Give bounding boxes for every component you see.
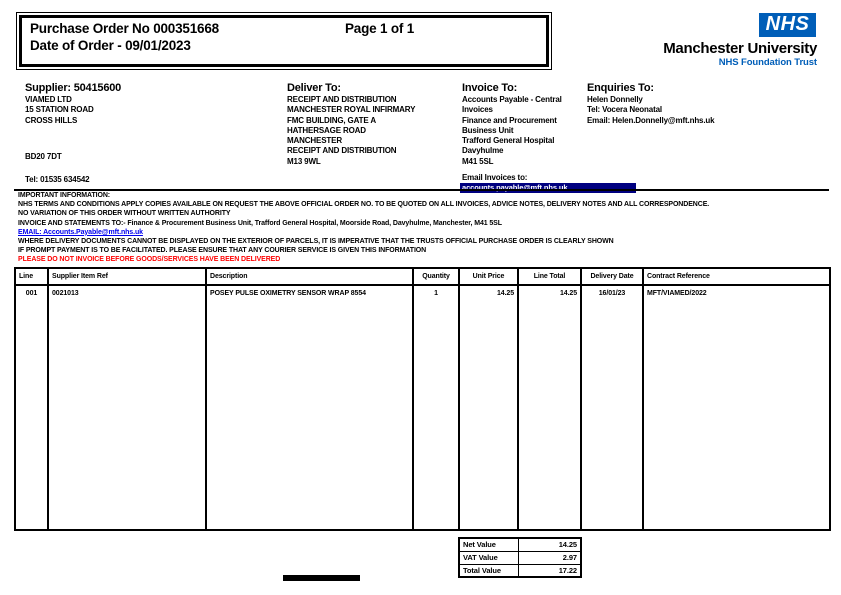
deliver-address-line: FMC BUILDING, GATE A — [287, 115, 376, 125]
total-value-amount: 17.22 — [518, 564, 581, 577]
cell-supplier-item-ref: 0021013 — [48, 285, 206, 530]
order-lines-table — [14, 267, 831, 531]
deliver-to-address — [287, 95, 415, 167]
invoice-to-address — [462, 95, 562, 167]
col-header-contract-reference: Contract Reference — [643, 268, 830, 285]
invoice-address-line: Finance and Procurement — [462, 115, 557, 125]
important-heading: IMPORTANT INFORMATION: — [18, 192, 111, 199]
enquiries-contact-name: Helen Donnelly — [587, 95, 643, 104]
deliver-address-line: HATHERSAGE ROAD — [287, 125, 366, 135]
net-value-row — [459, 538, 581, 551]
supplier-address-line: CROSS HILLS — [25, 115, 78, 125]
vat-value-amount: 2.97 — [518, 551, 581, 564]
invoice-address-line: Accounts Payable - Central — [462, 95, 562, 104]
trust-name: Manchester University — [663, 40, 817, 57]
trust-subtitle: NHS Foundation Trust — [718, 57, 817, 68]
cell-contract-reference: MFT/VIAMED/2022 — [643, 285, 830, 530]
po-number: Purchase Order No 000351668 — [30, 21, 219, 36]
table-row — [15, 285, 830, 530]
enquiries-telephone: Tel: Vocera Neonatal — [587, 105, 662, 115]
invoice-address-line: Business Unit — [462, 125, 514, 135]
vat-value-label: VAT Value — [459, 551, 518, 564]
po-header-line1 — [30, 21, 538, 36]
col-header-unit-price: Unit Price — [459, 268, 518, 285]
supplier-address-line: VIAMED LTD — [25, 95, 72, 104]
prompt-payment-line: IF PROMPT PAYMENT IS TO BE FACILITATED. PLEASE ENSURE THAT ANY COURIER SERVICE IS GIVEN THIS INFORMATION — [18, 247, 427, 255]
net-value-label: Net Value — [459, 538, 518, 551]
po-header-box-inner — [19, 15, 549, 67]
important-information-block — [18, 191, 828, 265]
po-header-box — [16, 12, 552, 70]
delivery-documents-line: WHERE DELIVERY DOCUMENTS CANNOT BE DISPLAYED ON THE EXTERIOR OF PARCELS, IT IS IMPERATIVE THAT THE TRUSTS OFFICIAL PURCHASE ORDER IS CLEARLY SHOWN — [18, 238, 614, 246]
total-value-label: Total Value — [459, 564, 518, 577]
col-header-line: Line — [15, 268, 48, 285]
deliver-address-line: RECEIPT AND DISTRIBUTION — [287, 146, 397, 156]
cell-description: POSEY PULSE OXIMETRY SENSOR WRAP 8554 — [206, 285, 413, 530]
vat-value-row — [459, 551, 581, 564]
net-value-amount: 14.25 — [518, 538, 581, 551]
terms-line: NHS TERMS AND CONDITIONS APPLY COPIES AVAILABLE ON REQUEST THE ABOVE OFFICIAL ORDER NO. TO BE QUOTED ON ALL INVOICES, ADVICE NOTES, DELIVERY NOTES AND ALL CORRESPONDENCE. — [18, 201, 710, 209]
deliver-address-line: MANCHESTER ROYAL INFIRMARY — [287, 105, 416, 115]
no-variation-line: NO VARIATION OF THIS ORDER WITHOUT WRITTEN AUTHORITY — [18, 210, 231, 218]
email-invoices-label: Email Invoices to: — [462, 173, 528, 182]
invoice-address-line: Davyhulme — [462, 146, 504, 156]
bottom-edge-bar — [283, 575, 360, 581]
totals-table — [458, 537, 582, 578]
total-value-row — [459, 564, 581, 577]
col-header-quantity: Quantity — [413, 268, 459, 285]
cell-quantity: 1 — [413, 285, 459, 530]
cell-unit-price: 14.25 — [459, 285, 518, 530]
supplier-postcode: BD20 7DT — [25, 152, 62, 161]
supplier-address — [25, 95, 94, 126]
invoice-address-line: Trafford General Hospital — [462, 136, 555, 146]
supplier-telephone: Tel: 01535 634542 — [25, 175, 90, 184]
cell-line-number: 001 — [15, 285, 48, 530]
accounts-payable-email-link[interactable]: EMAIL: Accounts.Payable@mft.nhs.uk — [18, 228, 143, 236]
page-indicator: Page 1 of 1 — [345, 21, 415, 36]
order-date: Date of Order - 09/01/2023 — [30, 38, 191, 53]
deliver-address-line: M13 9WL — [287, 156, 321, 166]
cell-line-total: 14.25 — [518, 285, 581, 530]
nhs-logo: NHS — [759, 13, 816, 37]
col-header-description: Description — [206, 268, 413, 285]
deliver-address-line: MANCHESTER — [287, 136, 342, 146]
col-header-line-total: Line Total — [518, 268, 581, 285]
invoice-address-line: Invoices — [462, 105, 493, 115]
invoice-to-title: Invoice To: — [462, 82, 518, 94]
enquiries-title: Enquiries To: — [587, 82, 654, 94]
invoice-address-line: M41 5SL — [462, 156, 494, 166]
deliver-address-line: RECEIPT AND DISTRIBUTION — [287, 95, 397, 104]
col-header-supplier-item-ref: Supplier Item Ref — [48, 268, 206, 285]
invoice-statements-line: INVOICE AND STATEMENTS TO:- Finance & Procurement Business Unit, Trafford General Hospital, Moorside Road, Davyhulme, Manchester, M41 5SL — [18, 219, 502, 227]
cell-delivery-date: 16/01/23 — [581, 285, 643, 530]
invoice-email-link[interactable]: accounts.payable@mft.nhs.uk — [460, 183, 636, 193]
do-not-invoice-warning: PLEASE DO NOT INVOICE BEFORE GOODS/SERVICES HAVE BEEN DELIVERED — [18, 256, 281, 264]
enquiries-email[interactable]: Email: Helen.Donnelly@mft.nhs.uk — [587, 115, 715, 125]
supplier-title: Supplier: 50415600 — [25, 82, 122, 94]
deliver-to-title: Deliver To: — [287, 82, 341, 94]
table-header-row — [15, 268, 830, 285]
col-header-delivery-date: Delivery Date — [581, 268, 643, 285]
enquiries-details — [587, 95, 714, 126]
supplier-address-line: 15 STATION ROAD — [25, 105, 94, 115]
